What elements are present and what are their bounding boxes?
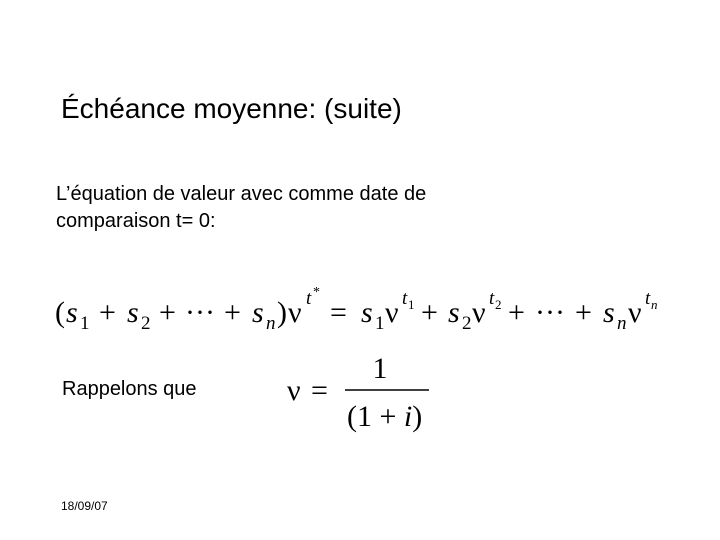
eq-sn: s xyxy=(252,296,264,329)
eq-nu: ν xyxy=(288,296,302,329)
eq-rhs-nun: ν xyxy=(628,296,642,329)
eq-rhs-subn: n xyxy=(617,313,627,334)
slide-title: Échéance moyenne: (suite) xyxy=(61,93,402,124)
slide-date: 18/09/07 xyxy=(61,499,108,513)
nu-equals: = xyxy=(311,374,328,407)
eq-rhs-t1: t xyxy=(402,288,408,309)
nu-denominator: (1 + i) xyxy=(347,400,423,433)
eq-rhs-plus3: + xyxy=(575,296,592,329)
eq-plus2: + xyxy=(159,296,176,329)
eq-rhs-t2: t xyxy=(489,288,495,309)
eq-rhs-plus2: + xyxy=(508,296,525,329)
eq-t-star: t xyxy=(306,288,312,309)
eq-dots: ··· xyxy=(185,296,215,329)
eq-s1: s xyxy=(66,296,78,329)
eq-close-paren: ) xyxy=(277,296,287,329)
eq-plus3: + xyxy=(224,296,241,329)
eq-rhs-dots: ··· xyxy=(535,296,565,329)
eq-rhs-t2-sub: 2 xyxy=(495,297,502,312)
body-line-1: L’équation de valeur avec comme date de xyxy=(56,183,427,205)
eq-equals: = xyxy=(330,296,347,329)
nu-numerator: 1 xyxy=(372,352,388,385)
eq-rhs-plus1: + xyxy=(421,296,438,329)
eq-s2: s xyxy=(127,296,139,329)
eq-rhs-tn-sub: n xyxy=(651,297,658,312)
eq-t-star-sup: * xyxy=(313,285,320,300)
nu-definition-formula xyxy=(287,348,437,434)
eq-open-paren: ( xyxy=(55,296,65,329)
eq-rhs-t1-sub: 1 xyxy=(408,297,415,312)
eq-rhs-nu1: ν xyxy=(385,296,399,329)
eq-rhs-tn: t xyxy=(645,288,651,309)
eq-rhs-sub2: 2 xyxy=(462,313,472,334)
body-line-2: comparaison t= 0: xyxy=(56,210,216,232)
body-text xyxy=(56,181,516,235)
eq-rhs-sn: s xyxy=(603,296,615,329)
eq-rhs-sub1: 1 xyxy=(375,313,385,334)
eq-rhs-s1: s xyxy=(361,296,373,329)
eq-rhs-nu2: ν xyxy=(472,296,486,329)
eq-sub2: 2 xyxy=(141,313,151,334)
eq-plus1: + xyxy=(99,296,116,329)
eq-subn: n xyxy=(266,313,276,334)
recall-label: Rappelons que xyxy=(62,378,197,400)
eq-sub1: 1 xyxy=(80,313,90,334)
value-equation xyxy=(55,282,667,340)
nu-symbol: ν xyxy=(287,374,301,407)
eq-rhs-s2: s xyxy=(448,296,460,329)
